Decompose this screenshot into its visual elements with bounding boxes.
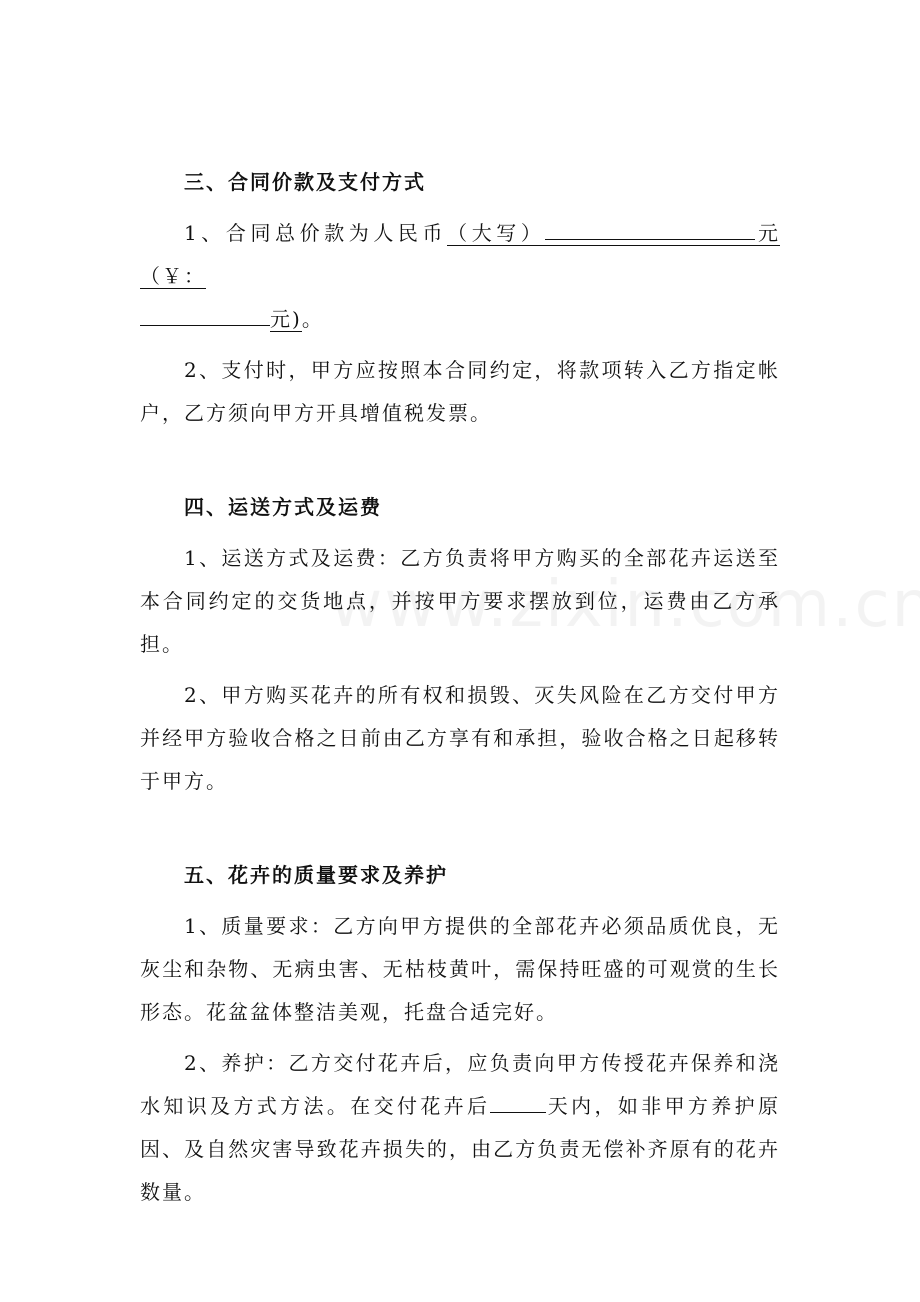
section-heading-payment: 三、合同价款及支付方式	[184, 170, 426, 194]
yuan-close-label: 元)	[270, 307, 302, 331]
period: 。	[301, 307, 324, 331]
yuan-yen-label: 元（￥：	[140, 221, 781, 288]
amount-in-words-blank	[545, 213, 755, 240]
amount-figures-field	[140, 298, 324, 341]
days-blank	[490, 1086, 546, 1113]
paragraph-total-price	[140, 212, 780, 341]
amount-in-figures-blank	[140, 299, 270, 326]
section-heading-quality: 五、花卉的质量要求及养护	[184, 863, 448, 887]
total-price-label: 1、合同总价款为人民币	[184, 221, 448, 245]
amount-in-words-label: （大写）	[447, 221, 546, 245]
section-heading-delivery: 四、运送方式及运费	[184, 495, 382, 519]
paragraph-maintenance	[140, 1042, 780, 1214]
paragraph-ownership-risk: 2、甲方购买花卉的所有权和损毁、灭失风险在乙方交付甲方并经甲方验收合格之日前由乙方享有和承担，验收合格之日起移转于甲方。	[140, 683, 780, 793]
paragraph-delivery-method: 1、运送方式及运费：乙方负责将甲方购买的全部花卉运送至本合同约定的交货地点，并按甲方要求摆放到位，运费由乙方承担。	[140, 546, 780, 656]
maintenance-text-a: 2、养护：乙方交付花卉后，应负责向甲方传授花卉保养和浇水知识及方式方法。在交付花卉后	[140, 1051, 780, 1118]
paragraph-quality-requirements: 1、质量要求：乙方向甲方提供的全部花卉必须品质优良，无灰尘和杂物、无病虫害、无枯枝黄叶，需保持旺盛的可观赏的生长形态。花盆盆体整洁美观，托盘合适完好。	[140, 914, 780, 1024]
document-page	[140, 160, 780, 1214]
paragraph-payment-method: 2、支付时，甲方应按照本合同约定，将款项转入乙方指定帐户，乙方须向甲方开具增值税发票。	[140, 358, 780, 425]
maintenance-text-b: 天内，如非甲方养护原因、及自然灾害导致花卉损失的，由乙方负责无偿补齐原有的花卉数量。	[140, 1094, 781, 1204]
